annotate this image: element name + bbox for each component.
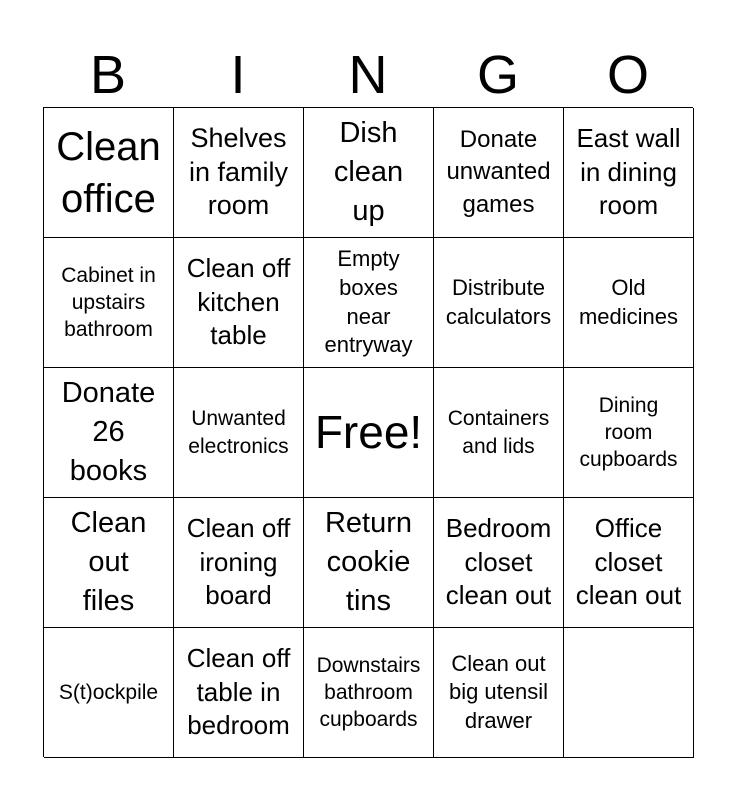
cell-text: Clean off table in bedroom: [186, 642, 291, 741]
bingo-cell-r5-c4[interactable]: [434, 628, 564, 758]
bingo-cell-r3-c5[interactable]: [564, 368, 694, 498]
bingo-cell-r5-c3[interactable]: [304, 628, 434, 758]
bingo-cell-r4-c5[interactable]: [564, 498, 694, 628]
bingo-cell-r1-c4[interactable]: [434, 108, 564, 238]
bingo-board: [43, 107, 693, 757]
header-letter-o: O: [606, 45, 649, 105]
cell-text: Donate 26 books: [61, 376, 156, 488]
cell-text: Downstairs bathroom cupboards: [316, 653, 421, 732]
cell-text: Office closet clean out: [575, 512, 682, 611]
cell-text: Clean out files: [70, 506, 147, 618]
cell-text: Donate unwanted games: [446, 125, 551, 218]
bingo-cell-r2-c4[interactable]: [434, 238, 564, 368]
bingo-cell-r3-c4[interactable]: [434, 368, 564, 498]
bingo-cell-r4-c1[interactable]: [44, 498, 174, 628]
cell-text: Dish clean up: [333, 116, 404, 228]
bingo-cell-r1-c1[interactable]: [44, 108, 174, 238]
cell-text: Clean office: [56, 124, 161, 221]
cell-text: Cabinet in upstairs bathroom: [61, 263, 156, 342]
bingo-cell-r1-c2[interactable]: [174, 108, 304, 238]
cell-text: Return cookie tins: [324, 506, 413, 618]
header-letter-i: I: [230, 45, 246, 105]
bingo-cell-r1-c3[interactable]: [304, 108, 434, 238]
bingo-cell-r1-c5[interactable]: [564, 108, 694, 238]
bingo-cell-r5-c5[interactable]: [564, 628, 694, 758]
cell-text: Shelves in family room: [188, 122, 289, 221]
header-letter-g: G: [476, 45, 519, 105]
cell-text: S(t)ockpile: [58, 680, 159, 704]
bingo-cell-r4-c2[interactable]: [174, 498, 304, 628]
cell-text: Bedroom closet clean out: [445, 512, 552, 611]
cell-text: Distribute calculators: [445, 274, 552, 329]
cell-text: Empty boxes near entryway: [324, 246, 413, 358]
bingo-cell-r5-c1[interactable]: [44, 628, 174, 758]
cell-text: Clean off kitchen table: [186, 252, 291, 351]
bingo-cell-r2-c3[interactable]: [304, 238, 434, 368]
cell-text: Unwanted electronics: [188, 407, 289, 458]
cell-text: East wall in dining room: [576, 122, 681, 221]
bingo-cell-r2-c2[interactable]: [174, 238, 304, 368]
bingo-cell-r2-c5[interactable]: [564, 238, 694, 368]
cell-text: Old medicines: [578, 274, 679, 329]
bingo-cell-r5-c2[interactable]: [174, 628, 304, 758]
bingo-cell-r3-c2[interactable]: [174, 368, 304, 498]
header-letter-n: N: [348, 45, 388, 105]
cell-text: Clean off ironing board: [186, 512, 291, 611]
free-space-cell[interactable]: [304, 368, 434, 498]
cell-text: Clean out big utensil drawer: [448, 650, 549, 733]
bingo-cell-r2-c1[interactable]: [44, 238, 174, 368]
cell-text: Containers and lids: [447, 407, 550, 458]
bingo-header: [43, 42, 693, 108]
cell-text: Dining room cupboards: [579, 393, 678, 472]
bingo-cell-r4-c4[interactable]: [434, 498, 564, 628]
free-space-text: Free!: [314, 406, 423, 459]
bingo-cell-r4-c3[interactable]: [304, 498, 434, 628]
bingo-cell-r3-c1[interactable]: [44, 368, 174, 498]
header-letter-b: B: [89, 45, 127, 105]
